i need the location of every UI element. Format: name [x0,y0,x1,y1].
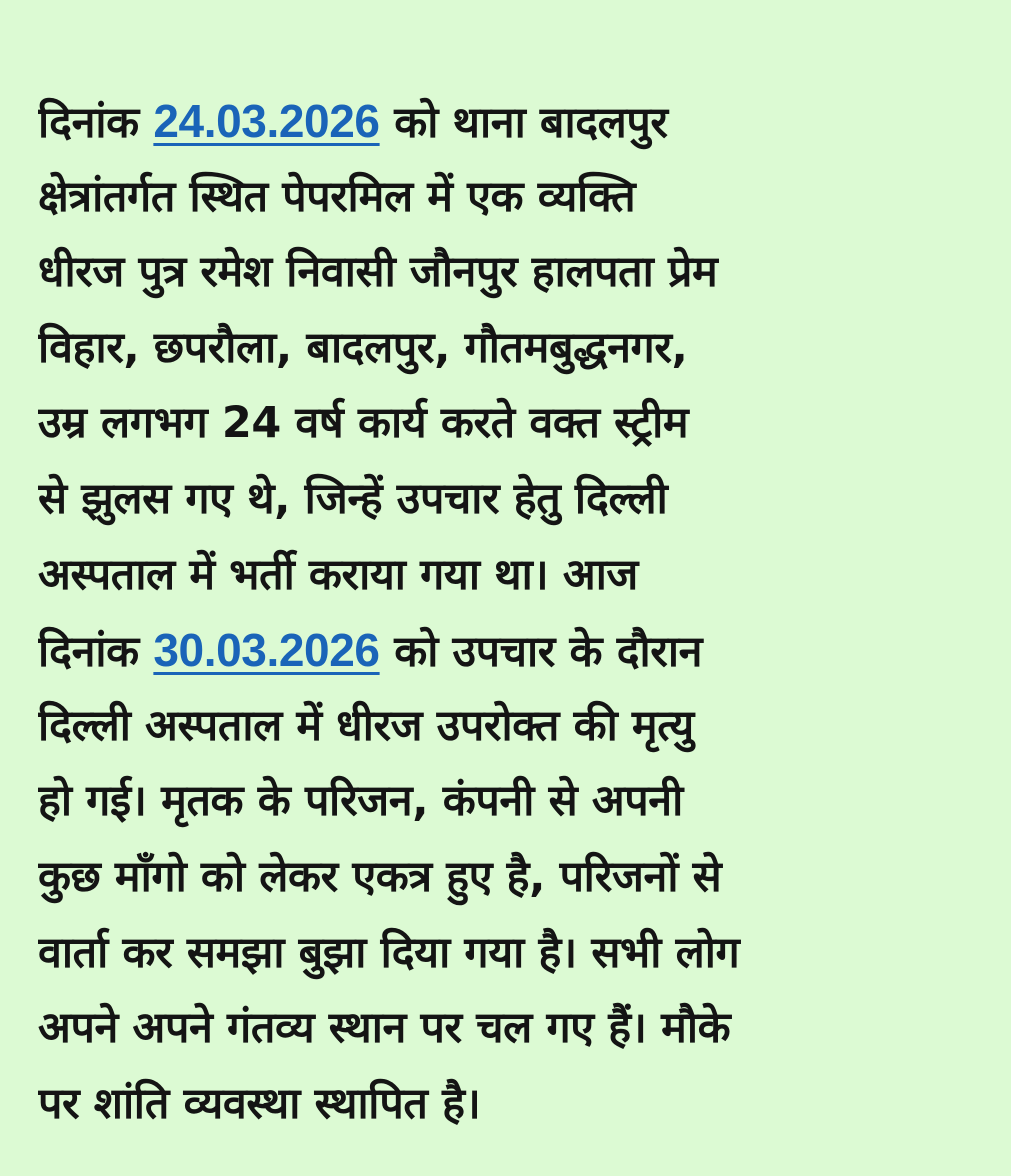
date-prefix-label: दिनांक [38,627,139,678]
text-fragment: को उपचार के दौरान [394,627,703,678]
date-prefix-label: दिनांक [38,98,139,148]
text-line: अस्पताल में भर्ती कराया गया था। आज [38,549,638,600]
text-fragment: को थाना बादलपुर [394,98,668,148]
text-line: क्षेत्रांतर्गत स्थित पेपरमिल में एक व्यक्ति [38,171,636,222]
date-link[interactable]: 24.03.2026 [153,95,380,147]
text-line: धीरज पुत्र रमेश निवासी जौनपुर हालपता प्रेम [38,247,718,298]
text-line: से झुलस गए थे, जिन्हें उपचार हेतु दिल्ली [38,473,668,524]
text-line: उम्र लगभग 24 वर्ष कार्य करते वक्त स्ट्रीम [38,398,689,449]
text-line [38,613,988,689]
text-line: हो गई। मृतक के परिजन, कंपनी से अपनी [38,776,683,827]
note-text [38,84,988,1142]
text-line [38,84,988,160]
text-line: विहार, छपरौला, बादलपुर, गौतमबुद्धनगर, [38,322,688,373]
text-line: अपने अपने गंतव्य स्थान पर चल गए हैं। मौके [38,1003,731,1054]
text-line: दिल्ली अस्पताल में धीरज उपरोक्त की मृत्यु [38,700,694,751]
text-line: वार्ता कर समझा बुझा दिया गया है। सभी लोग [38,927,740,978]
text-line: कुछ माँगो को लेकर एकत्र हुए है, परिजनों से [38,851,722,902]
date-link[interactable]: 30.03.2026 [153,624,380,677]
text-line: पर शांति व्यवस्था स्थापित है। [38,1078,481,1129]
